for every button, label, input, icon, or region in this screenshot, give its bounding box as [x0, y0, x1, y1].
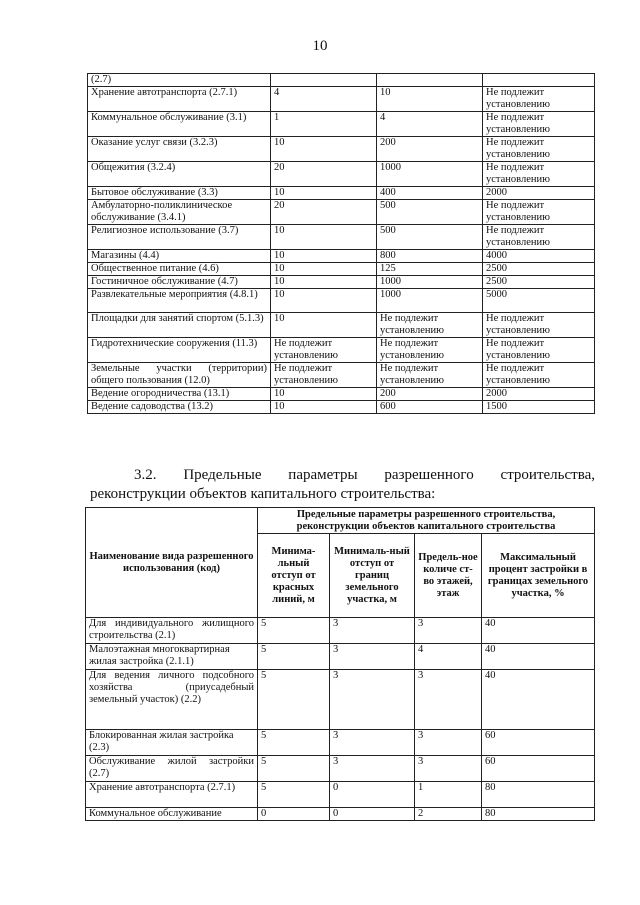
value-cell: Не подлежит установлению [271, 363, 377, 388]
value-cell: 5 [258, 644, 330, 670]
value-cell: 40 [482, 670, 595, 730]
header-col: Минималь-ный отступ от границ земельного участка, м [330, 534, 415, 618]
value-cell: 500 [377, 225, 483, 250]
use-type-cell: Площадки для занятий спортом (5.1.3) [88, 313, 271, 338]
value-cell: 200 [377, 388, 483, 401]
table-row [86, 730, 595, 756]
section-heading [90, 466, 595, 504]
value-cell: 125 [377, 263, 483, 276]
table-row [88, 74, 595, 87]
table-row [88, 112, 595, 137]
value-cell: 10 [271, 401, 377, 414]
table-row [88, 289, 595, 313]
table-row [88, 137, 595, 162]
use-type-cell: Гостиничное обслуживание (4.7) [88, 276, 271, 289]
value-cell: 20 [271, 162, 377, 187]
value-cell: Не подлежит установлению [271, 338, 377, 363]
value-cell [377, 74, 483, 87]
use-type-cell: Хранение автотранспорта (2.7.1) [88, 87, 271, 112]
value-cell: 0 [330, 808, 415, 821]
value-cell: 10 [271, 263, 377, 276]
value-cell: 3 [330, 644, 415, 670]
value-cell: 5 [258, 618, 330, 644]
value-cell: 0 [330, 782, 415, 808]
table-row [88, 401, 595, 414]
table-row [86, 808, 595, 821]
use-type-cell: Обслуживание жилой застройки (2.7) [86, 756, 258, 782]
use-type-cell: Бытовое обслуживание (3.3) [88, 187, 271, 200]
table-row [88, 225, 595, 250]
value-cell: 800 [377, 250, 483, 263]
section-number: 3.2. [134, 467, 157, 483]
value-cell: Не подлежит установлению [377, 338, 483, 363]
value-cell: 200 [377, 137, 483, 162]
value-cell: 10 [271, 225, 377, 250]
value-cell: 2500 [483, 263, 595, 276]
use-type-cell: Общежития (3.2.4) [88, 162, 271, 187]
value-cell: 5 [258, 670, 330, 730]
use-type-cell: Блокированная жилая застройка (2.3) [86, 730, 258, 756]
value-cell: Не подлежит установлению [483, 225, 595, 250]
value-cell: 40 [482, 644, 595, 670]
use-type-cell: Оказание услуг связи (3.2.3) [88, 137, 271, 162]
value-cell: 4000 [483, 250, 595, 263]
header-col: Предель-ное количе ст-во этажей, этаж [415, 534, 482, 618]
value-cell: Не подлежит установлению [483, 87, 595, 112]
section-word: строительства, [500, 467, 595, 483]
header-col: Максимальный процент застройки в границах земельного участка, % [482, 534, 595, 618]
value-cell: 3 [330, 730, 415, 756]
table-row [88, 338, 595, 363]
value-cell: 80 [482, 782, 595, 808]
value-cell: 10 [271, 276, 377, 289]
use-type-cell: Коммунальное обслуживание [86, 808, 258, 821]
value-cell: 0 [258, 808, 330, 821]
value-cell: Не подлежит установлению [483, 363, 595, 388]
table-row [86, 782, 595, 808]
table-row [88, 187, 595, 200]
use-type-cell: Амбулаторно-поликлиническое обслуживание (3.4.1) [88, 200, 271, 225]
value-cell: 60 [482, 756, 595, 782]
use-type-cell: Ведение садоводства (13.2) [88, 401, 271, 414]
limits-table-continued [87, 73, 595, 414]
section-word: параметры [288, 467, 358, 483]
value-cell: 4 [377, 112, 483, 137]
value-cell: 10 [271, 137, 377, 162]
value-cell: Не подлежит установлению [483, 313, 595, 338]
table-row [88, 87, 595, 112]
header-group: Предельные параметры разрешенного строительства, реконструкции объектов капитального строительства [258, 508, 595, 534]
use-type-cell: Развлекательные мероприятия (4.8.1) [88, 289, 271, 313]
value-cell: 4 [271, 87, 377, 112]
value-cell: Не подлежит установлению [377, 313, 483, 338]
value-cell: 40 [482, 618, 595, 644]
value-cell: Не подлежит установлению [377, 363, 483, 388]
value-cell: Не подлежит установлению [483, 162, 595, 187]
value-cell: 1000 [377, 162, 483, 187]
value-cell: 3 [415, 670, 482, 730]
use-type-cell: Малоэтажная многоквартирная жилая застройка (2.1.1) [86, 644, 258, 670]
use-type-cell: (2.7) [88, 74, 271, 87]
value-cell: 10 [271, 313, 377, 338]
value-cell: 3 [415, 730, 482, 756]
page-number: 10 [312, 38, 328, 54]
value-cell: 400 [377, 187, 483, 200]
section-word: Предельные [183, 467, 262, 483]
value-cell: 500 [377, 200, 483, 225]
value-cell: 3 [330, 756, 415, 782]
table-row [88, 250, 595, 263]
section-line2: реконструкции объектов капитального строительства: [90, 486, 436, 502]
use-type-cell: Для индивидуального жилищного строительства (2.1) [86, 618, 258, 644]
use-type-cell: Религиозное использование (3.7) [88, 225, 271, 250]
value-cell: 10 [271, 187, 377, 200]
use-type-cell: Земельные участки (территории) общего пользования (12.0) [88, 363, 271, 388]
use-type-cell: Ведение огородничества (13.1) [88, 388, 271, 401]
header-col: Минима-льный отступ от красных линий, м [258, 534, 330, 618]
value-cell: 10 [271, 388, 377, 401]
value-cell: Не подлежит установлению [483, 338, 595, 363]
value-cell: 5 [258, 756, 330, 782]
table-row [88, 276, 595, 289]
value-cell: 5 [258, 730, 330, 756]
value-cell: 2000 [483, 187, 595, 200]
value-cell: 5 [258, 782, 330, 808]
value-cell: 4 [415, 644, 482, 670]
use-type-cell: Коммунальное обслуживание (3.1) [88, 112, 271, 137]
value-cell: 10 [377, 87, 483, 112]
use-type-cell: Гидротехнические сооружения (11.3) [88, 338, 271, 363]
value-cell: 3 [330, 670, 415, 730]
value-cell: 5000 [483, 289, 595, 313]
value-cell: 60 [482, 730, 595, 756]
table-row [88, 263, 595, 276]
table-row [86, 644, 595, 670]
table-row [88, 313, 595, 338]
use-type-cell: Общественное питание (4.6) [88, 263, 271, 276]
value-cell: 600 [377, 401, 483, 414]
value-cell: 10 [271, 289, 377, 313]
value-cell: Не подлежит установлению [483, 200, 595, 225]
value-cell: 20 [271, 200, 377, 225]
table-row [88, 388, 595, 401]
value-cell: 3 [415, 756, 482, 782]
value-cell: 2 [415, 808, 482, 821]
value-cell: Не подлежит установлению [483, 112, 595, 137]
value-cell: 2000 [483, 388, 595, 401]
table-row [88, 363, 595, 388]
header-name: Наименование вида разрешенного использования (код) [86, 508, 258, 618]
construction-parameters-table [85, 507, 595, 821]
value-cell: 3 [415, 618, 482, 644]
value-cell: 80 [482, 808, 595, 821]
use-type-cell: Для ведения личного подсобного хозяйства (приусадебный земельный участок) (2.2) [86, 670, 258, 730]
value-cell: 1500 [483, 401, 595, 414]
table-row [88, 162, 595, 187]
value-cell: 1 [271, 112, 377, 137]
value-cell [271, 74, 377, 87]
use-type-cell: Хранение автотранспорта (2.7.1) [86, 782, 258, 808]
table-row [88, 200, 595, 225]
value-cell: 1000 [377, 276, 483, 289]
table-row [86, 756, 595, 782]
use-type-cell: Магазины (4.4) [88, 250, 271, 263]
table-row [86, 670, 595, 730]
value-cell: 10 [271, 250, 377, 263]
value-cell: Не подлежит установлению [483, 137, 595, 162]
value-cell: 1000 [377, 289, 483, 313]
value-cell: 1 [415, 782, 482, 808]
value-cell: 2500 [483, 276, 595, 289]
value-cell [483, 74, 595, 87]
section-word: разрешенного [384, 467, 474, 483]
table-row [86, 618, 595, 644]
value-cell: 3 [330, 618, 415, 644]
